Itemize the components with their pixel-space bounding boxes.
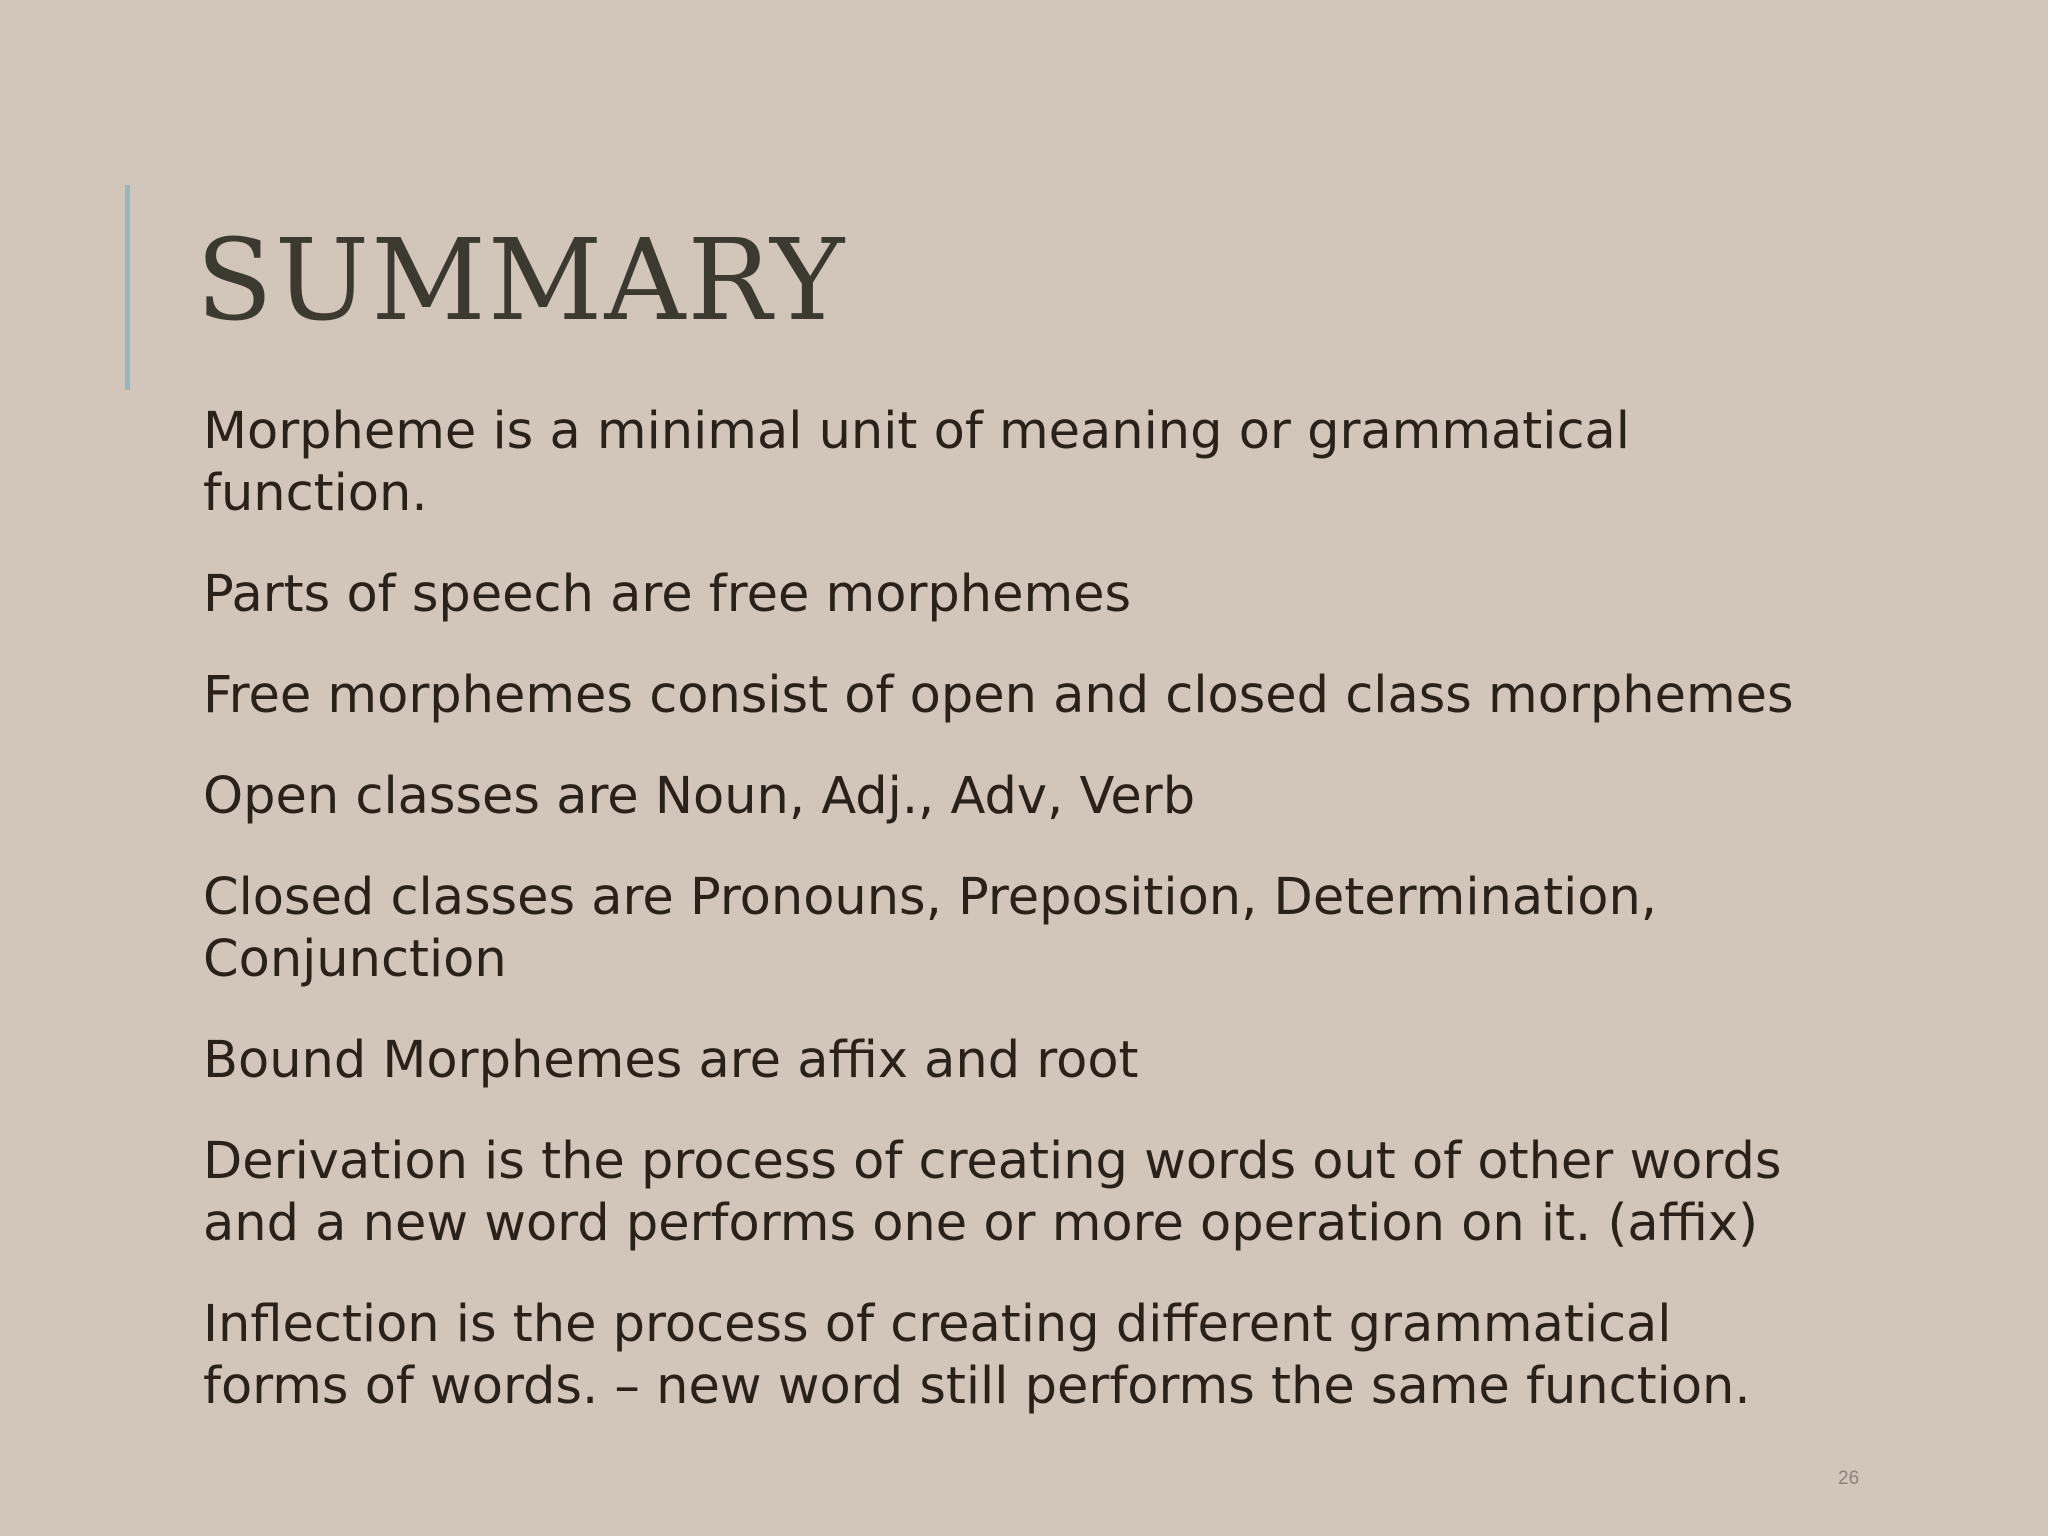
- bullet-item: Bound Morphemes are affix and root: [203, 1031, 1139, 1090]
- bullet-item: Free morphemes consist of open and closed class morphemes: [203, 666, 1794, 725]
- bullet-item: Open classes are Noun, Adj., Adv, Verb: [203, 767, 1196, 826]
- summary-bullet-list: [203, 401, 1823, 1457]
- slide-title: SUMMARY: [196, 216, 847, 346]
- page-number: 26: [1838, 1468, 1860, 1489]
- bullet-item: Morpheme is a minimal unit of meaning or grammatical function.: [203, 402, 1630, 523]
- bullet-item: Derivation is the process of creating words out of other words and a new word performs one or more operation on it. (affix): [203, 1132, 1782, 1253]
- bullet-item: Inflection is the process of creating different grammatical forms of words. – new word still performs the same function.: [203, 1295, 1751, 1416]
- bullet-item: Closed classes are Pronouns, Preposition, Determination, Conjunction: [203, 868, 1657, 989]
- bullet-item: Parts of speech are free morphemes: [203, 565, 1132, 624]
- title-accent-bar: [125, 185, 130, 390]
